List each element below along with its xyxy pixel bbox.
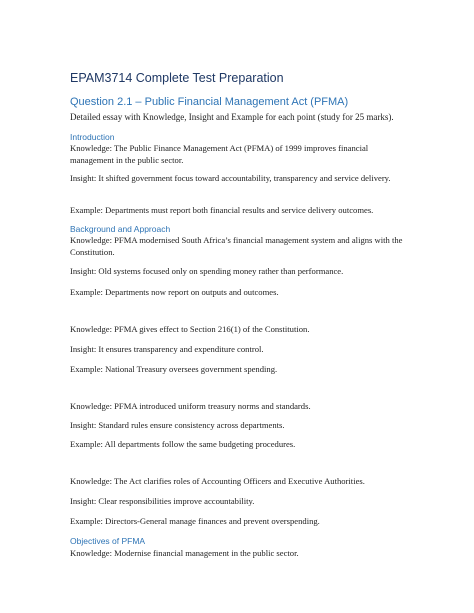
treasury-norms-example: Example: All departments follow the same budgeting procedures.	[70, 439, 296, 449]
question-instructions: Detailed essay with Knowledge, Insight and Example for each point (study for 25 marks).	[70, 112, 394, 122]
section216-insight: Insight: It ensures transparency and expenditure control.	[70, 344, 264, 354]
objectives-knowledge: Knowledge: Modernise financial management in the public sector.	[70, 548, 299, 558]
section-heading-objectives: Objectives of PFMA	[70, 536, 146, 546]
section216-knowledge: Knowledge: PFMA gives effect to Section 216(1) of the Constitution.	[70, 324, 310, 334]
document-title: EPAM3714 Complete Test Preparation	[70, 71, 284, 85]
background-example: Example: Departments now report on outputs and outcomes.	[70, 287, 279, 297]
roles-example: Example: Directors-General manage finances and prevent overspending.	[70, 516, 320, 526]
section216-example: Example: National Treasury oversees government spending.	[70, 364, 278, 374]
treasury-norms-knowledge: Knowledge: PFMA introduced uniform treasury norms and standards.	[70, 401, 311, 411]
treasury-norms-insight: Insight: Standard rules ensure consistency across departments.	[70, 420, 285, 430]
background-knowledge: Knowledge: PFMA modernised South Africa’s financial management system and aligns with the Constitution.	[70, 235, 403, 257]
section-heading-introduction: Introduction	[70, 132, 115, 142]
background-insight: Insight: Old systems focused only on spending money rather than performance.	[70, 266, 344, 276]
introduction-example: Example: Departments must report both financial results and service delivery outcomes.	[70, 205, 374, 215]
roles-knowledge: Knowledge: The Act clarifies roles of Accounting Officers and Executive Authorities.	[70, 476, 365, 486]
roles-insight: Insight: Clear responsibilities improve accountability.	[70, 496, 255, 506]
question-title: Question 2.1 – Public Financial Management Act (PFMA)	[70, 96, 349, 108]
introduction-knowledge: Knowledge: The Public Finance Management Act (PFMA) of 1999 improves financial management in the public sector.	[70, 143, 369, 165]
introduction-insight: Insight: It shifted government focus toward accountability, transparency and service delivery.	[70, 173, 391, 183]
section-heading-background: Background and Approach	[70, 224, 171, 234]
